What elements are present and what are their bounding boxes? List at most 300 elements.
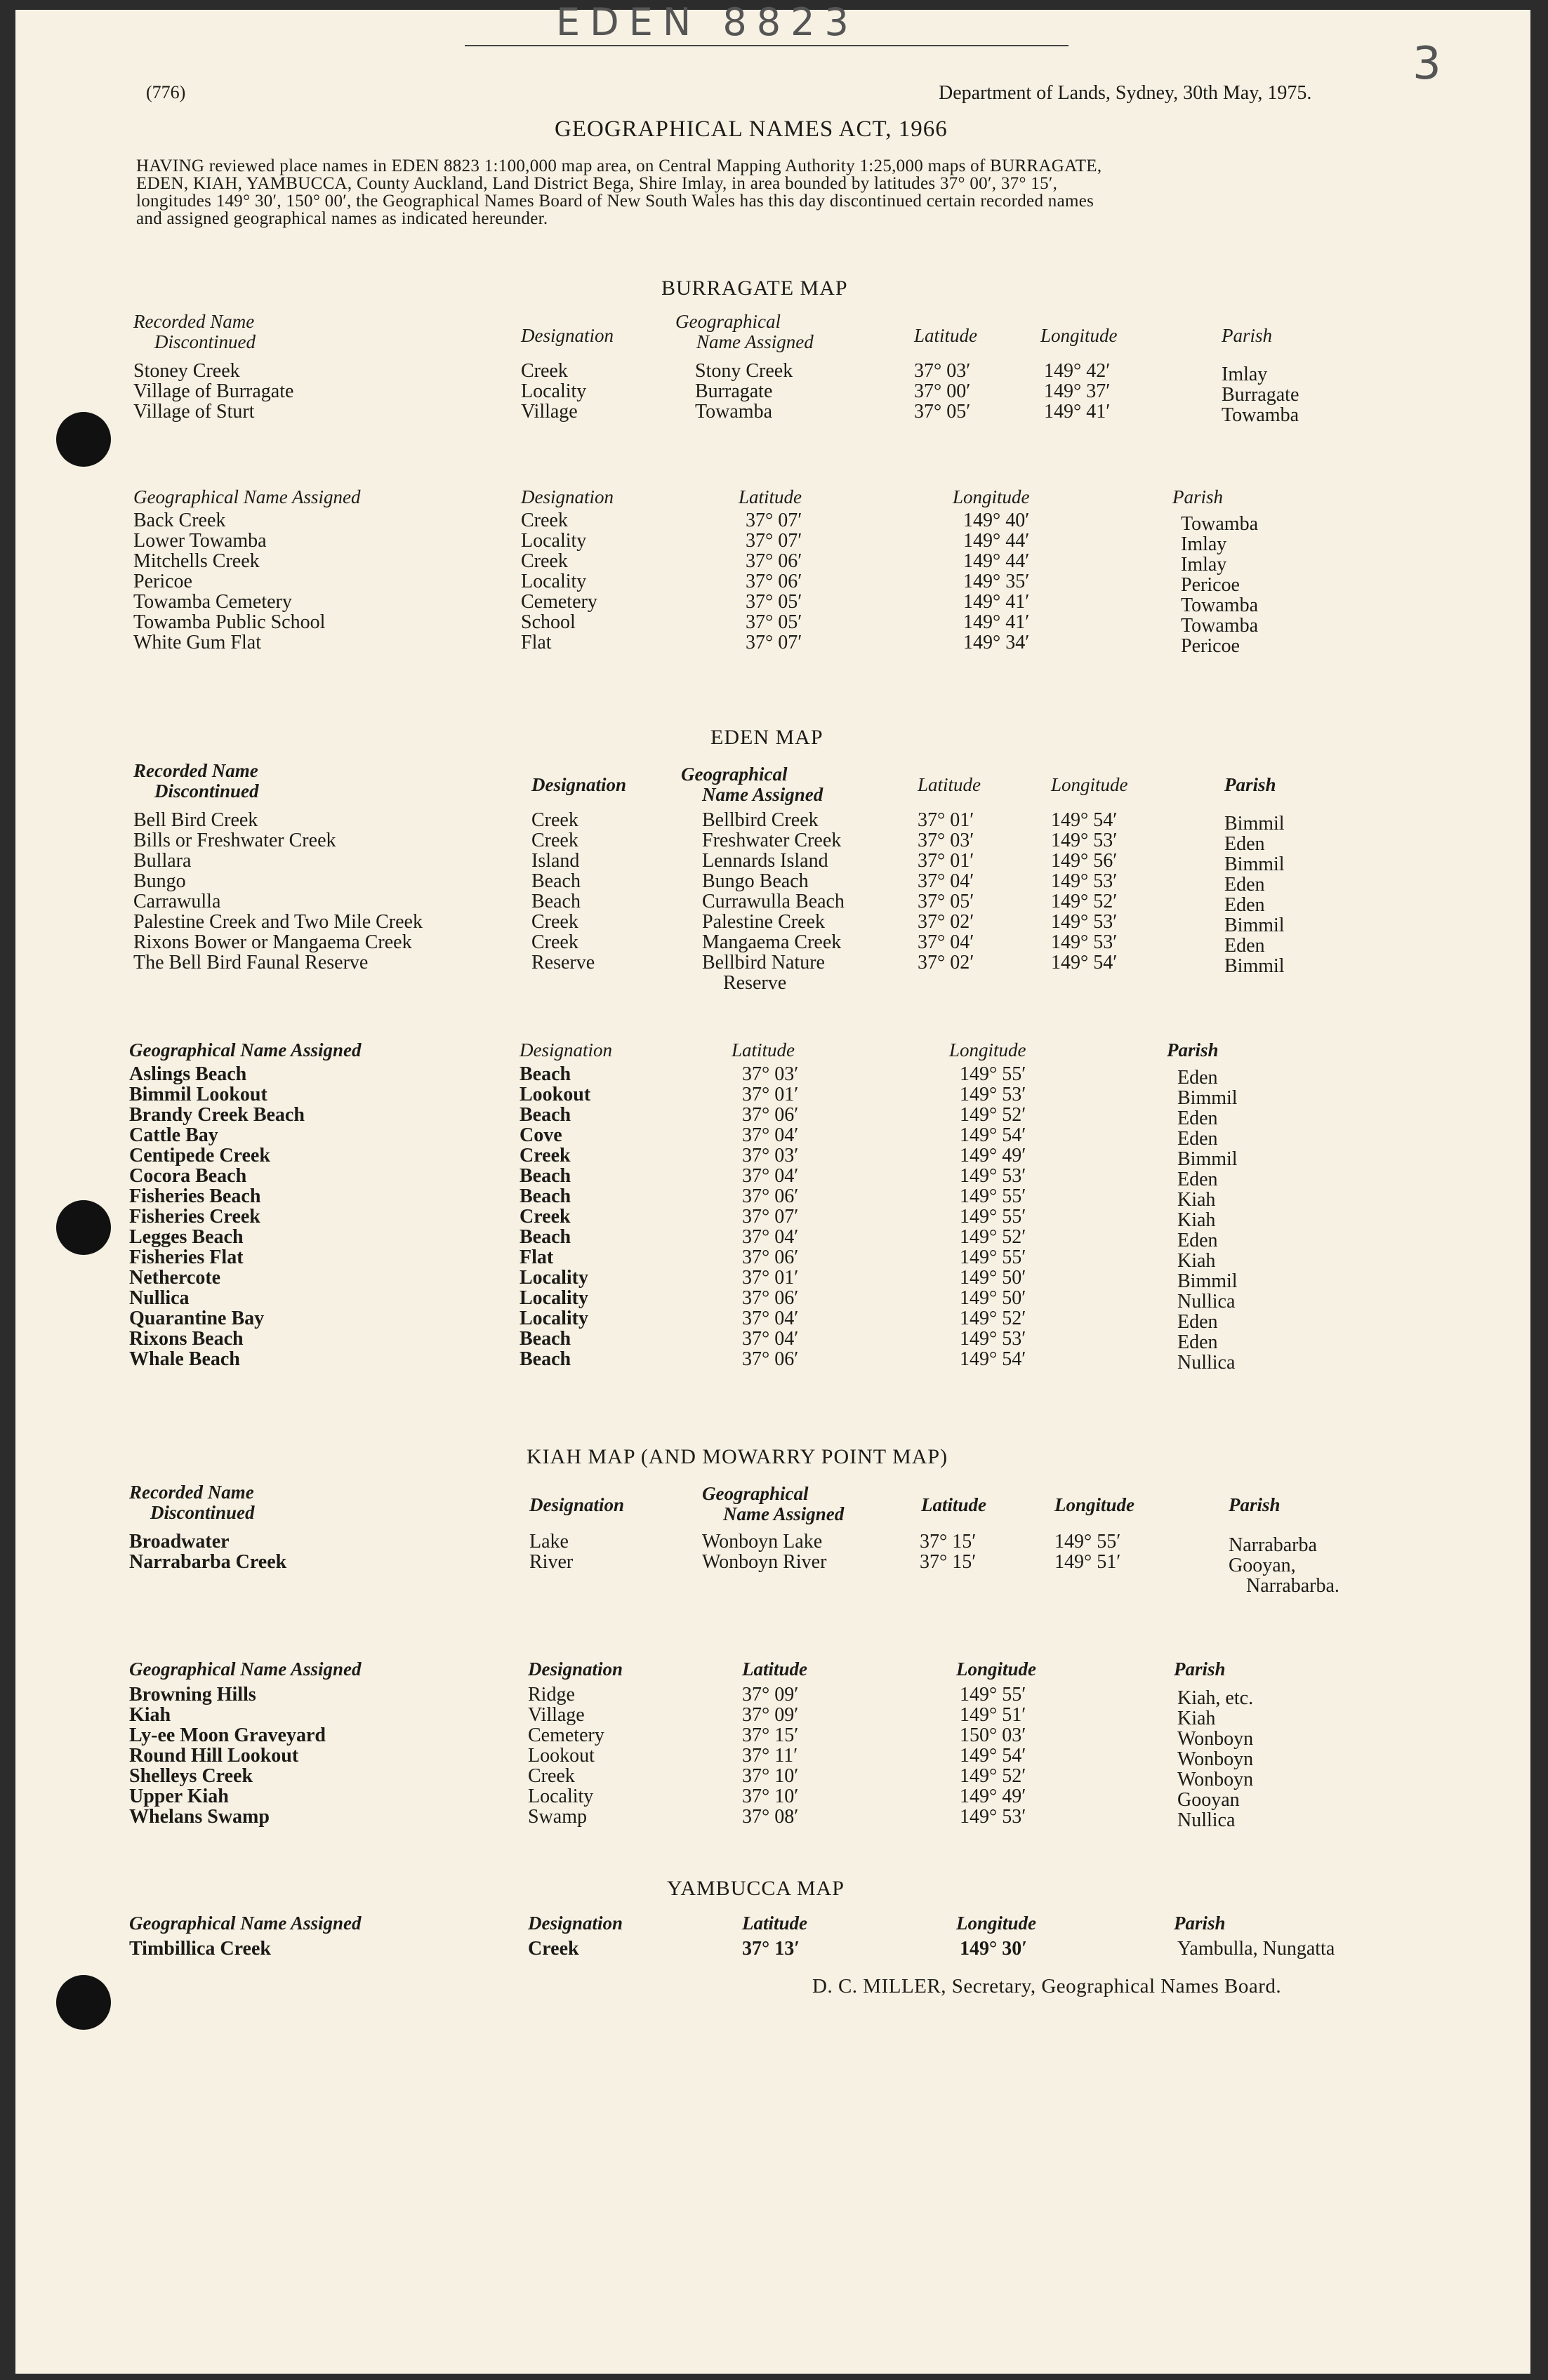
col-header-parish: Parish xyxy=(1222,325,1273,346)
table-cell: Freshwater Creek xyxy=(702,830,842,851)
table-cell: 37° 07′ xyxy=(746,530,802,552)
table-cell: Bungo Beach xyxy=(702,870,809,892)
designation-column xyxy=(529,1531,573,1572)
table-cell: Kiah xyxy=(1177,1209,1216,1231)
table-cell: 149° 51′ xyxy=(1054,1551,1121,1573)
table-cell: Beach xyxy=(520,1348,571,1370)
table-cell: 37° 06′ xyxy=(746,550,802,572)
designation-column xyxy=(528,1939,579,1959)
col-header-latitude: Latitude xyxy=(742,1913,807,1934)
parish-column xyxy=(1177,1688,1253,1830)
table-cell: Eden xyxy=(1177,1331,1218,1353)
table-cell: 149° 55′ xyxy=(1054,1531,1121,1553)
table-cell: Village xyxy=(528,1704,585,1726)
table-cell: The Bell Bird Faunal Reserve xyxy=(133,952,369,973)
table-cell: Bimmil xyxy=(1224,955,1285,977)
table-cell: Creek xyxy=(531,931,578,953)
table-cell: Beach xyxy=(520,1226,571,1248)
intro-paragraph xyxy=(136,157,1414,227)
punch-hole xyxy=(56,1975,111,2030)
table-cell: Wonboyn xyxy=(1177,1748,1254,1770)
col-header-designation: Designation xyxy=(531,774,627,795)
longitude-column xyxy=(960,1064,1026,1369)
table-cell: 37° 11′ xyxy=(742,1745,798,1767)
table-cell: 37° 07′ xyxy=(746,632,802,653)
latitude-column xyxy=(746,510,802,653)
table-cell: 37° 15′ xyxy=(920,1551,977,1573)
parish-column xyxy=(1177,1068,1238,1373)
table-cell: 149° 54′ xyxy=(1051,952,1118,973)
document-page xyxy=(15,0,1530,2374)
col-header-parish: Parish xyxy=(1167,1039,1219,1061)
table-cell: Locality xyxy=(528,1786,594,1807)
table-cell: 37° 10′ xyxy=(742,1786,799,1807)
table-cell: Cattle Bay xyxy=(129,1124,218,1146)
table-cell: Towamba Public School xyxy=(133,611,326,633)
table-cell: Upper Kiah xyxy=(129,1786,229,1807)
table-cell: Kiah, etc. xyxy=(1177,1687,1254,1709)
table-cell: 37° 09′ xyxy=(742,1684,799,1706)
longitude-column xyxy=(960,1939,1027,1959)
col-header-recorded-name: Recorded Name Discontinued xyxy=(133,760,259,802)
table-cell: 149° 54′ xyxy=(960,1124,1026,1146)
dateline: Department of Lands, Sydney, 30th May, 1975. xyxy=(939,82,1312,104)
table-cell: Eden xyxy=(1224,833,1265,855)
punch-hole xyxy=(56,1200,111,1255)
table-cell: Bimmil xyxy=(1177,1087,1238,1109)
table-cell: 149° 53′ xyxy=(960,1328,1026,1350)
table-cell: Lookout xyxy=(520,1084,591,1105)
table-cell: 149° 53′ xyxy=(1051,931,1118,953)
designation-column xyxy=(520,1064,590,1369)
table-cell: Swamp xyxy=(528,1806,587,1828)
page-reference: (776) xyxy=(146,82,186,102)
table-cell: Aslings Beach xyxy=(129,1063,247,1085)
table-cell: Burragate xyxy=(695,380,773,402)
table-cell: Lower Towamba xyxy=(133,530,267,552)
assigned-name-column xyxy=(702,810,845,993)
col-header-longitude: Longitude xyxy=(953,486,1030,507)
table-cell: Beach xyxy=(520,1104,571,1126)
table-cell: Palestine Creek and Two Mile Creek xyxy=(133,911,423,933)
table-cell: 37° 13′ xyxy=(742,1938,800,1960)
table-cell: 37° 06′ xyxy=(742,1246,799,1268)
table-cell: Burragate xyxy=(1222,384,1299,406)
table-cell: 37° 05′ xyxy=(746,611,802,633)
table-cell: Mangaema Creek xyxy=(702,931,842,953)
col-header-latitude: Latitude xyxy=(914,325,978,346)
table-cell: Eden xyxy=(1177,1169,1218,1190)
table-cell: 149° 41′ xyxy=(1044,401,1111,423)
table-cell: Wonboyn xyxy=(1177,1769,1254,1790)
table-cell: Ridge xyxy=(528,1684,575,1706)
table-cell: 149° 52′ xyxy=(960,1226,1026,1248)
col-header-parish: Parish xyxy=(1174,1658,1226,1680)
table-cell: Beach xyxy=(531,870,581,892)
table-cell: Wonboyn Lake xyxy=(702,1531,823,1553)
table-cell: 37° 15′ xyxy=(920,1531,977,1553)
table-cell: Locality xyxy=(521,571,587,592)
col-header-designation: Designation xyxy=(529,1494,625,1515)
table-cell: Bungo xyxy=(133,870,186,892)
table-cell: Fisheries Creek xyxy=(129,1206,260,1228)
table-cell: Nullica xyxy=(129,1287,190,1309)
table-cell: Beach xyxy=(531,891,581,912)
parish-column xyxy=(1177,1939,1335,1959)
table-cell: 149° 49′ xyxy=(960,1145,1026,1166)
table-cell: Beach xyxy=(520,1185,571,1207)
table-cell: Eden xyxy=(1177,1311,1218,1333)
table-cell: Creek xyxy=(531,809,578,831)
table-cell: Island xyxy=(531,850,580,872)
table-cell: Village of Burragate xyxy=(133,380,294,402)
table-cell: 149° 41′ xyxy=(963,591,1030,613)
col-header-designation: Designation xyxy=(528,1913,623,1934)
table-cell: 37° 10′ xyxy=(742,1765,799,1787)
longitude-column xyxy=(1054,1531,1120,1572)
table-cell: Eden xyxy=(1177,1108,1218,1129)
table-cell: Creek xyxy=(520,1145,571,1166)
table-cell: Whale Beach xyxy=(129,1348,240,1370)
table-cell: Bills or Freshwater Creek xyxy=(133,830,336,851)
table-cell: 37° 15′ xyxy=(742,1724,799,1746)
intro-line: and assigned geographical names as indicated hereunder. xyxy=(136,209,548,228)
table-cell: Eden xyxy=(1224,935,1265,957)
table-cell: Creek xyxy=(520,1206,571,1228)
recorded-name-column xyxy=(133,810,423,973)
table-cell: Bell Bird Creek xyxy=(133,809,258,831)
col-header-latitude: Latitude xyxy=(739,486,802,507)
table-cell: 149° 44′ xyxy=(963,550,1030,572)
table-cell: 37° 04′ xyxy=(742,1165,799,1187)
table-cell: Locality xyxy=(520,1267,588,1289)
table-cell: 37° 04′ xyxy=(918,870,974,892)
table-cell: Nullica xyxy=(1177,1291,1236,1312)
table-cell: Nethercote xyxy=(129,1267,221,1289)
table-cell: 37° 03′ xyxy=(914,360,971,382)
table-cell: Kiah xyxy=(1177,1250,1216,1272)
table-cell: Gooyan xyxy=(1177,1789,1240,1811)
longitude-column xyxy=(1051,810,1117,973)
table-cell: 149° 54′ xyxy=(960,1348,1026,1370)
table-cell: Towamba xyxy=(1181,513,1259,535)
eden-map-title: EDEN MAP xyxy=(710,726,823,749)
table-cell: 149° 50′ xyxy=(960,1287,1026,1309)
table-cell: 149° 51′ xyxy=(960,1704,1026,1726)
recorded-name-column xyxy=(129,1531,286,1572)
table-cell: Kiah xyxy=(129,1704,171,1726)
table-cell: 149° 53′ xyxy=(960,1084,1026,1105)
table-cell: 149° 34′ xyxy=(963,632,1030,653)
table-cell: Rixons Bower or Mangaema Creek xyxy=(133,931,412,953)
intro-line: longitudes 149° 30′, 150° 00′, the Geographical Names Board of New South Wales has this day discontinued certain recorded names xyxy=(136,192,1094,211)
table-cell: Locality xyxy=(520,1308,588,1329)
table-cell: 37° 03′ xyxy=(918,830,974,851)
table-cell: Bimmil xyxy=(1224,915,1285,936)
table-cell: 37° 02′ xyxy=(918,911,974,933)
assigned-name-column xyxy=(129,1684,326,1827)
intro-line: EDEN, KIAH, YAMBUCCA, County Auckland, Land District Bega, Shire Imlay, in area bounded by latitudes 37° 00′, 37° 15′, xyxy=(136,174,1058,193)
table-cell: Rixons Beach xyxy=(129,1328,244,1350)
col-header-parish: Parish xyxy=(1174,1913,1226,1934)
table-cell: 149° 55′ xyxy=(960,1246,1026,1268)
table-cell: Back Creek xyxy=(133,510,226,531)
table-cell: 149° 44′ xyxy=(963,530,1030,552)
handwritten-map-number: EDEN 8823 xyxy=(556,0,859,44)
table-cell: Bimmil xyxy=(1177,1270,1238,1292)
table-cell: 37° 01′ xyxy=(918,850,974,872)
table-cell: 37° 04′ xyxy=(918,931,974,953)
table-cell: Narrabarba. xyxy=(1246,1575,1339,1597)
table-cell: 149° 54′ xyxy=(1051,809,1118,831)
table-cell: Flat xyxy=(520,1246,554,1268)
table-cell: 37° 05′ xyxy=(918,891,974,912)
col-header-longitude: Longitude xyxy=(956,1913,1037,1934)
col-header-recorded-name: Recorded Name Discontinued xyxy=(129,1482,255,1523)
latitude-column xyxy=(914,361,970,422)
table-cell: Bimmil xyxy=(1224,813,1285,835)
table-cell: 149° 55′ xyxy=(960,1206,1026,1228)
col-header-latitude: Latitude xyxy=(732,1039,795,1061)
table-cell: Flat xyxy=(521,632,552,653)
table-cell: Nullica xyxy=(1177,1352,1236,1374)
table-cell: 37° 06′ xyxy=(742,1185,799,1207)
table-cell: Village of Sturt xyxy=(133,401,255,423)
assigned-name-column xyxy=(133,510,325,653)
table-cell: Creek xyxy=(528,1765,575,1787)
table-cell: 37° 09′ xyxy=(742,1704,799,1726)
longitude-column xyxy=(1044,361,1110,422)
assigned-name-column xyxy=(129,1939,271,1959)
table-cell: Legges Beach xyxy=(129,1226,244,1248)
table-cell: 37° 05′ xyxy=(914,401,971,423)
table-cell: Pericoe xyxy=(1181,574,1240,596)
table-cell: Reserve xyxy=(531,952,595,973)
designation-column xyxy=(528,1684,604,1827)
table-cell: Bimmil Lookout xyxy=(129,1084,267,1105)
col-header-designation: Designation xyxy=(521,486,614,507)
table-cell: 150° 03′ xyxy=(960,1724,1026,1746)
designation-column xyxy=(521,510,597,653)
parish-column xyxy=(1224,813,1285,976)
table-cell: School xyxy=(521,611,576,633)
table-cell: 149° 37′ xyxy=(1044,380,1111,402)
table-cell: 37° 04′ xyxy=(742,1124,799,1146)
latitude-column xyxy=(742,1684,798,1827)
table-cell: 37° 04′ xyxy=(742,1226,799,1248)
table-cell: 149° 55′ xyxy=(960,1684,1026,1706)
signature-line: D. C. MILLER, Secretary, Geographical Names Board. xyxy=(812,1975,1282,1997)
col-header-parish: Parish xyxy=(1224,774,1276,795)
table-cell: Palestine Creek xyxy=(702,911,825,933)
table-cell: 37° 04′ xyxy=(742,1328,799,1350)
designation-column xyxy=(521,361,586,422)
table-cell: 37° 01′ xyxy=(742,1267,799,1289)
table-cell: Centipede Creek xyxy=(129,1145,270,1166)
table-cell: Narrabarba xyxy=(1229,1534,1317,1556)
table-cell: 149° 53′ xyxy=(960,1165,1026,1187)
table-cell: Kiah xyxy=(1177,1189,1216,1211)
table-cell: Cove xyxy=(520,1124,562,1146)
table-cell: Eden xyxy=(1224,894,1265,916)
table-cell: 149° 41′ xyxy=(963,611,1030,633)
table-cell: 37° 03′ xyxy=(742,1063,799,1085)
table-cell: Beach xyxy=(520,1165,571,1187)
col-header-name-assigned: Geographical Name Assigned xyxy=(675,311,814,352)
table-cell: River xyxy=(529,1551,574,1573)
table-cell: Yambulla, Nungatta xyxy=(1177,1938,1335,1960)
table-cell: Lookout xyxy=(528,1745,595,1767)
table-cell: Eden xyxy=(1177,1067,1218,1089)
table-cell: Wonboyn River xyxy=(702,1551,827,1573)
table-cell: Brandy Creek Beach xyxy=(129,1104,305,1126)
table-cell: Currawulla Beach xyxy=(702,891,845,912)
table-cell: 149° 55′ xyxy=(960,1185,1026,1207)
table-cell: 37° 01′ xyxy=(742,1084,799,1105)
table-cell: Beach xyxy=(520,1328,571,1350)
table-cell: 37° 06′ xyxy=(742,1287,799,1309)
parish-column xyxy=(1181,514,1258,656)
table-cell: Towamba Cemetery xyxy=(133,591,292,613)
table-cell: Pericoe xyxy=(133,571,192,592)
table-cell: Locality xyxy=(520,1287,588,1309)
table-cell: 149° 56′ xyxy=(1051,850,1118,872)
table-cell: 37° 07′ xyxy=(746,510,802,531)
col-header-designation: Designation xyxy=(528,1658,623,1680)
table-cell: 149° 53′ xyxy=(1051,870,1118,892)
table-cell: Beach xyxy=(520,1063,571,1085)
parish-column xyxy=(1222,364,1299,425)
table-cell: Lennards Island xyxy=(702,850,828,872)
table-cell: Whelans Swamp xyxy=(129,1806,270,1828)
table-cell: Wonboyn xyxy=(1177,1728,1254,1750)
table-cell: Quarantine Bay xyxy=(129,1308,265,1329)
table-cell: Pericoe xyxy=(1181,635,1240,657)
burragate-map-title: BURRAGATE MAP xyxy=(661,277,848,300)
col-header-name-assigned: Geographical Name Assigned xyxy=(129,1913,362,1934)
col-header-name-assigned: Geographical Name Assigned xyxy=(133,486,361,507)
table-cell: Bellbird Nature xyxy=(702,952,825,973)
table-cell: 149° 54′ xyxy=(960,1745,1026,1767)
table-cell: 37° 00′ xyxy=(914,380,971,402)
table-cell: Nullica xyxy=(1177,1809,1236,1831)
table-cell: Locality xyxy=(521,380,587,402)
table-cell: Cemetery xyxy=(521,591,597,613)
table-cell: Imlay xyxy=(1181,554,1227,576)
col-header-name-assigned: Geographical Name Assigned xyxy=(129,1039,362,1061)
table-cell: Stony Creek xyxy=(695,360,793,382)
col-header-parish: Parish xyxy=(1229,1494,1281,1515)
table-cell: 149° 53′ xyxy=(1051,911,1118,933)
assigned-name-column xyxy=(702,1531,826,1572)
latitude-column xyxy=(918,810,974,973)
col-header-longitude: Longitude xyxy=(1054,1494,1135,1515)
table-cell: Creek xyxy=(521,360,568,382)
table-cell: Bimmil xyxy=(1224,853,1285,875)
table-cell: 37° 02′ xyxy=(918,952,974,973)
table-cell: Bellbird Creek xyxy=(702,809,819,831)
table-cell: 37° 08′ xyxy=(742,1806,799,1828)
table-cell: Round Hill Lookout xyxy=(129,1745,299,1767)
table-cell: Eden xyxy=(1177,1128,1218,1150)
table-cell: 149° 35′ xyxy=(963,571,1030,592)
table-cell: Shelleys Creek xyxy=(129,1765,253,1787)
table-cell: Creek xyxy=(531,830,578,851)
table-cell: 37° 01′ xyxy=(918,809,974,831)
table-cell: Carrawulla xyxy=(133,891,221,912)
table-cell: Towamba xyxy=(1181,594,1259,616)
parish-column xyxy=(1229,1535,1339,1596)
table-cell: 149° 52′ xyxy=(960,1308,1026,1329)
table-cell: Fisheries Flat xyxy=(129,1246,244,1268)
table-cell: 149° 55′ xyxy=(960,1063,1026,1085)
table-cell: Timbillica Creek xyxy=(129,1938,271,1960)
table-cell: White Gum Flat xyxy=(133,632,261,653)
table-cell: Creek xyxy=(528,1938,579,1960)
table-cell: Narrabarba Creek xyxy=(129,1551,287,1573)
act-title: GEOGRAPHICAL NAMES ACT, 1966 xyxy=(555,117,948,142)
table-cell: Ly-ee Moon Graveyard xyxy=(129,1724,326,1746)
latitude-column xyxy=(920,1531,976,1572)
table-cell: 149° 30′ xyxy=(960,1938,1028,1960)
table-cell: Cemetery xyxy=(528,1724,604,1746)
table-cell: Towamba xyxy=(695,401,773,423)
table-cell: 37° 05′ xyxy=(746,591,802,613)
kiah-map-title: KIAH MAP (AND MOWARRY POINT MAP) xyxy=(527,1445,948,1468)
handwritten-page-number: 3 xyxy=(1413,38,1451,90)
col-header-latitude: Latitude xyxy=(921,1494,986,1515)
table-cell: 37° 06′ xyxy=(742,1348,799,1370)
col-header-recorded-name: Recorded Name Discontinued xyxy=(133,311,256,352)
table-cell: Gooyan, xyxy=(1229,1555,1296,1576)
table-cell: 149° 52′ xyxy=(960,1104,1026,1126)
table-cell: Eden xyxy=(1224,874,1265,896)
col-header-longitude: Longitude xyxy=(1051,774,1128,795)
table-cell: Mitchells Creek xyxy=(133,550,260,572)
table-cell: Towamba xyxy=(1222,404,1299,426)
table-cell: Bullara xyxy=(133,850,192,872)
table-cell: Village xyxy=(521,401,578,423)
table-cell: Creek xyxy=(521,550,568,572)
assigned-name-column xyxy=(695,361,793,422)
designation-column xyxy=(531,810,595,973)
table-cell: 149° 40′ xyxy=(963,510,1030,531)
table-cell: Reserve xyxy=(723,972,787,994)
col-header-latitude: Latitude xyxy=(918,774,981,795)
col-header-name-assigned: Geographical Name Assigned xyxy=(681,764,823,805)
table-cell: Imlay xyxy=(1222,364,1268,385)
latitude-column xyxy=(742,1939,800,1959)
table-cell: 149° 53′ xyxy=(960,1806,1026,1828)
table-cell: Creek xyxy=(521,510,568,531)
longitude-column xyxy=(963,510,1029,653)
table-cell: 37° 06′ xyxy=(742,1104,799,1126)
table-cell: Creek xyxy=(531,911,578,933)
punch-hole xyxy=(56,412,111,467)
table-cell: Towamba xyxy=(1181,615,1259,637)
table-cell: 37° 04′ xyxy=(742,1308,799,1329)
col-header-longitude: Longitude xyxy=(949,1039,1026,1061)
intro-line: HAVING reviewed place names in EDEN 8823 1:100,000 map area, on Central Mapping Authority 1:25,000 maps of BURRAGATE, xyxy=(136,157,1102,175)
table-cell: 37° 03′ xyxy=(742,1145,799,1166)
table-cell: 149° 50′ xyxy=(960,1267,1026,1289)
table-cell: Browning Hills xyxy=(129,1684,256,1706)
table-cell: Fisheries Beach xyxy=(129,1185,261,1207)
table-cell: Kiah xyxy=(1177,1708,1216,1729)
table-cell: Locality xyxy=(521,530,587,552)
assigned-name-column xyxy=(129,1064,305,1369)
table-cell: 37° 07′ xyxy=(742,1206,799,1228)
